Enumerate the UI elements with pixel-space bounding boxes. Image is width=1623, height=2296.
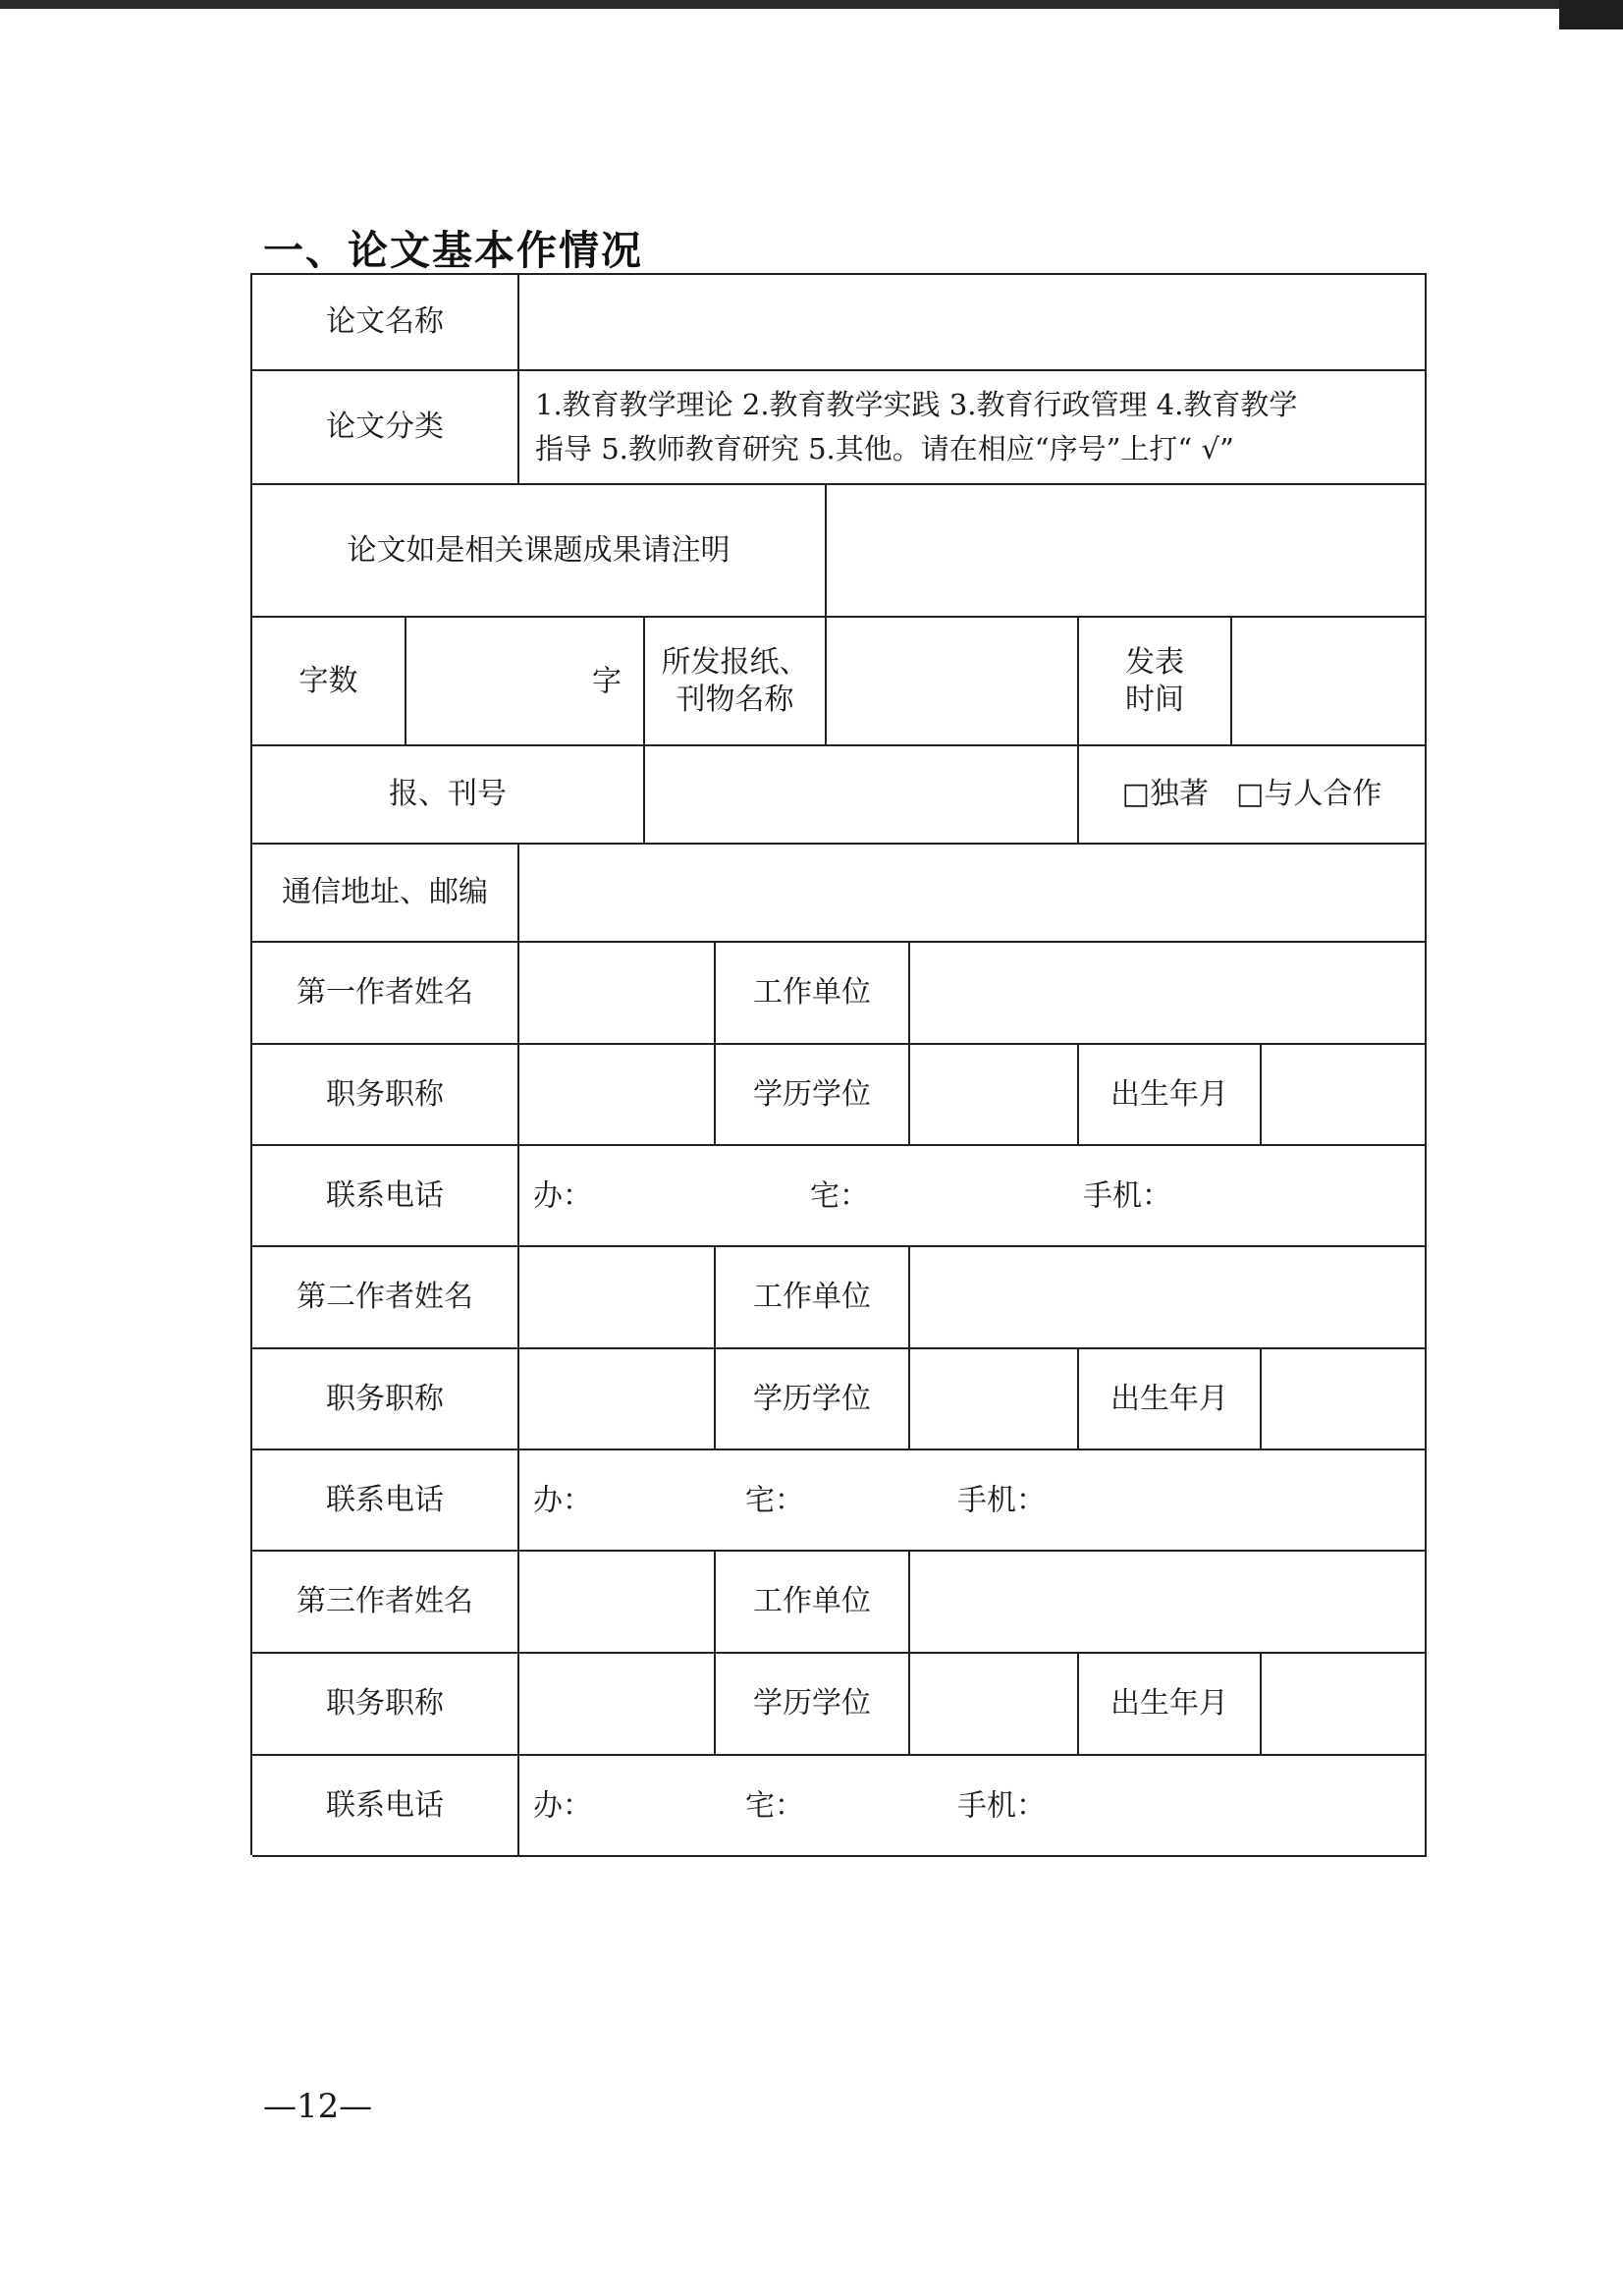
publish-time-field[interactable] [1232,618,1427,746]
author2-degree-field[interactable] [910,1349,1079,1450]
author1-degree-field[interactable] [910,1045,1079,1146]
category-label: 论文分类 [252,371,519,485]
author3-unit-label: 工作单位 [716,1552,910,1654]
section-title: 一、论文基本作情况 [263,227,643,274]
author1-title-label: 职务职称 [252,1045,519,1146]
paper-title-field[interactable] [519,275,1427,371]
author2-birth-label: 出生年月 [1079,1349,1262,1450]
publish-time-label [1079,618,1232,746]
author3-office-phone-label: 办： [533,1787,592,1823]
author2-unit-label: 工作单位 [716,1247,910,1349]
category-options-line2: 指导 5.教师教育研究 5.其他。请在相应“序号”上打“ √” [535,432,1234,465]
author1-phone-label: 联系电话 [252,1146,519,1247]
authorship-options [1079,746,1427,845]
author2-office-phone-label: 办： [533,1482,592,1517]
author3-degree-label: 学历学位 [716,1654,910,1756]
address-label: 通信地址、邮编 [252,845,519,943]
paper-info-form [250,273,1427,1855]
author2-name-field[interactable] [519,1247,716,1349]
publication-name-field[interactable] [827,618,1079,746]
author3-title-field[interactable] [519,1654,716,1756]
word-count-label: 字数 [252,618,406,746]
author3-mobile-label: 手机： [957,1787,1046,1823]
author3-degree-field[interactable] [910,1654,1079,1756]
author3-phone-field[interactable] [519,1756,1427,1857]
author2-unit-field[interactable] [910,1247,1427,1349]
author1-degree-label: 学历学位 [716,1045,910,1146]
scan-edge-corner [1559,0,1623,29]
author1-mobile-label: 手机： [1083,1177,1171,1213]
publication-name-label-line2: 刊物名称 [676,682,794,717]
author2-name-label: 第二作者姓名 [252,1247,519,1349]
author3-unit-field[interactable] [910,1552,1427,1654]
sole-author-checkbox[interactable]: □独著 [1121,777,1209,812]
author1-name-field[interactable] [519,943,716,1045]
author1-phone-field[interactable] [519,1146,1427,1247]
author2-title-label: 职务职称 [252,1349,519,1450]
word-unit-label: 字 [592,663,622,698]
author2-birth-field[interactable] [1262,1349,1427,1450]
project-note-label: 论文如是相关课题成果请注明 [252,485,827,618]
author3-birth-field[interactable] [1262,1654,1427,1756]
author3-title-label: 职务职称 [252,1654,519,1756]
publish-time-label-line2: 时间 [1125,682,1184,717]
author3-name-label: 第三作者姓名 [252,1552,519,1654]
author1-birth-field[interactable] [1262,1045,1427,1146]
author3-name-field[interactable] [519,1552,716,1654]
paper-title-label: 论文名称 [252,275,519,371]
page-number: —12— [263,2087,373,2126]
issue-number-field[interactable] [645,746,1079,845]
category-options[interactable] [519,371,1427,485]
author3-home-phone-label: 宅： [745,1787,804,1823]
category-options-line1: 1.教育教学理论 2.教育教学实践 3.教育行政管理 4.教育教学 [535,388,1298,422]
issue-number-label: 报、刊号 [252,746,645,845]
author2-home-phone-label: 宅： [745,1482,804,1517]
author1-office-phone-label: 办： [533,1177,592,1213]
author3-phone-label: 联系电话 [252,1756,519,1857]
author2-phone-field[interactable] [519,1450,1427,1552]
author1-name-label: 第一作者姓名 [252,943,519,1045]
author2-title-field[interactable] [519,1349,716,1450]
publication-name-label-line1: 所发报纸、 [661,645,809,680]
publish-time-label-line1: 发表 [1125,645,1184,680]
address-field[interactable] [519,845,1427,943]
co-author-checkbox[interactable]: □与人合作 [1236,777,1382,812]
project-note-field[interactable] [827,485,1427,618]
author1-birth-label: 出生年月 [1079,1045,1262,1146]
scan-edge-top [0,0,1561,9]
author3-birth-label: 出生年月 [1079,1654,1262,1756]
author1-unit-field[interactable] [910,943,1427,1045]
author1-unit-label: 工作单位 [716,943,910,1045]
author2-mobile-label: 手机： [957,1482,1046,1517]
publication-name-label [645,618,827,746]
author1-home-phone-label: 宅： [810,1177,869,1213]
word-count-field[interactable] [406,618,645,746]
author2-degree-label: 学历学位 [716,1349,910,1450]
author2-phone-label: 联系电话 [252,1450,519,1552]
author1-title-field[interactable] [519,1045,716,1146]
